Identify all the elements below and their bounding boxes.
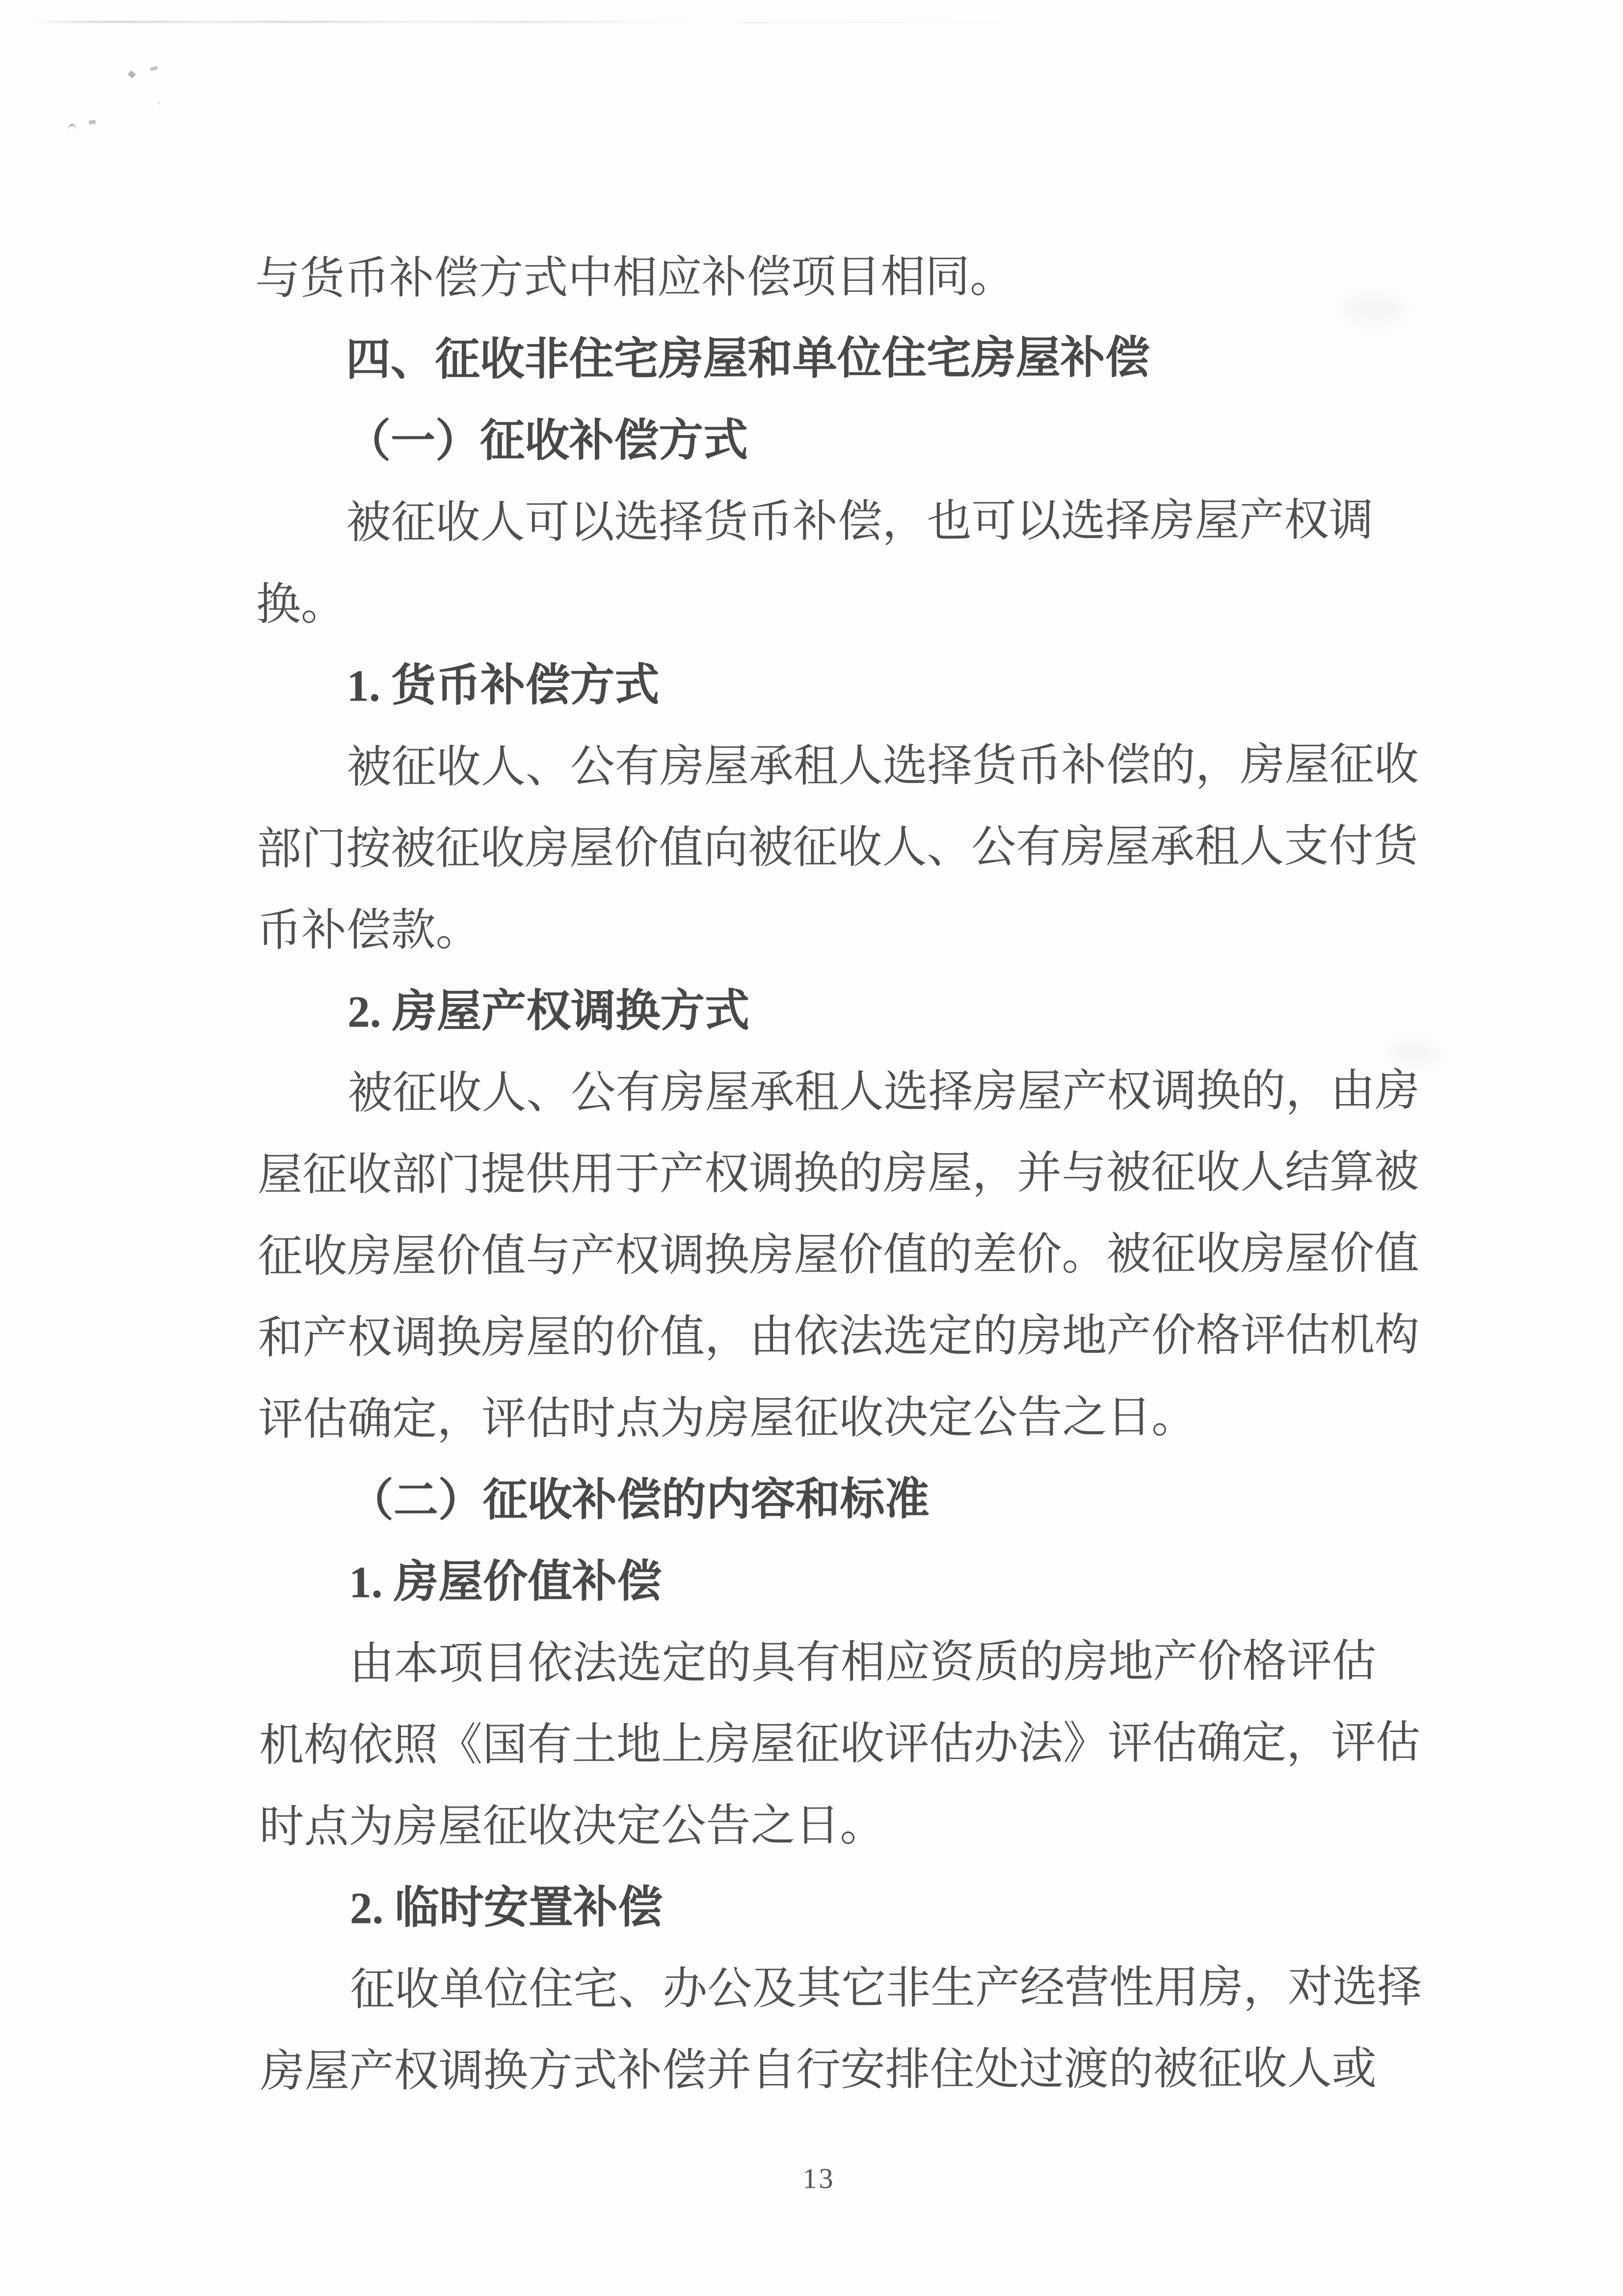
heading-line: 2. 房屋产权调换方式: [347, 986, 750, 1037]
heading-line: 2. 临时安置补偿: [349, 1882, 663, 1933]
text-line: 评估确定，评估时点为房屋征收决定公告之日。: [258, 1392, 1197, 1444]
text-line: 币补偿款。: [257, 905, 480, 955]
heading-line: 1. 货币补偿方式: [346, 660, 660, 711]
text-line: 和产权调换房屋的价值，由依法选定的房地产价格评估机构: [258, 1310, 1420, 1363]
scan-artifact-streak: [29, 21, 736, 23]
document-body-text: [255, 235, 1526, 2112]
scan-speck: [158, 103, 160, 105]
scan-speck: [150, 66, 158, 71]
text-line: 被征收人、公有房屋承租人选择房屋产权调换的，由房: [347, 1065, 1420, 1118]
text-line: 被征收人、公有房屋承租人选择货币补偿的，房屋征收: [346, 739, 1419, 792]
scan-speck: [128, 70, 136, 79]
page-number-value: 13: [802, 2162, 835, 2194]
text-line: 房屋产权调换方式补偿并自行安排住处过渡的被征收人或: [260, 2044, 1377, 2096]
heading-line: 四、征收非住宅房屋和单位住宅房屋补偿: [346, 333, 1150, 385]
page-number: [0, 2159, 1623, 2198]
heading-line: 1. 房屋价值补偿: [349, 1556, 662, 1607]
heading-line: （一）征收补偿方式: [346, 415, 748, 466]
text-line: 部门按被征收房屋价值向被征收人、公有房屋承租人支付货: [257, 821, 1418, 874]
scan-speck: [89, 120, 96, 125]
text-line: 被征收人可以选择货币补偿，也可以选择房屋产权调: [346, 495, 1374, 548]
heading-line: （二）征收补偿的内容和标准: [348, 1474, 930, 1526]
text-line: 由本项目依法选定的具有相应资质的房地产价格评估: [349, 1636, 1377, 1689]
scan-artifact-streak: [736, 22, 1178, 23]
text-line: 时点为房屋征收决定公告之日。: [259, 1800, 885, 1852]
text-line: 机构依照《国有土地上房屋征收评估办法》评估确定，评估: [259, 1717, 1421, 1770]
text-line: 屋征收部门提供用于产权调换的房屋，并与被征收人结算被: [257, 1147, 1419, 1200]
scan-speck: [68, 124, 77, 132]
text-line: 换。: [256, 579, 346, 629]
text-line: 与货币补偿方式中相应补偿项目相同。: [255, 251, 1015, 303]
text-line: 征收房屋价值与产权调换房屋价值的差价。被征收房屋价值: [258, 1228, 1419, 1281]
text-line: 征收单位住宅、办公及其它非生产经营性用房，对选择: [350, 1962, 1422, 2015]
